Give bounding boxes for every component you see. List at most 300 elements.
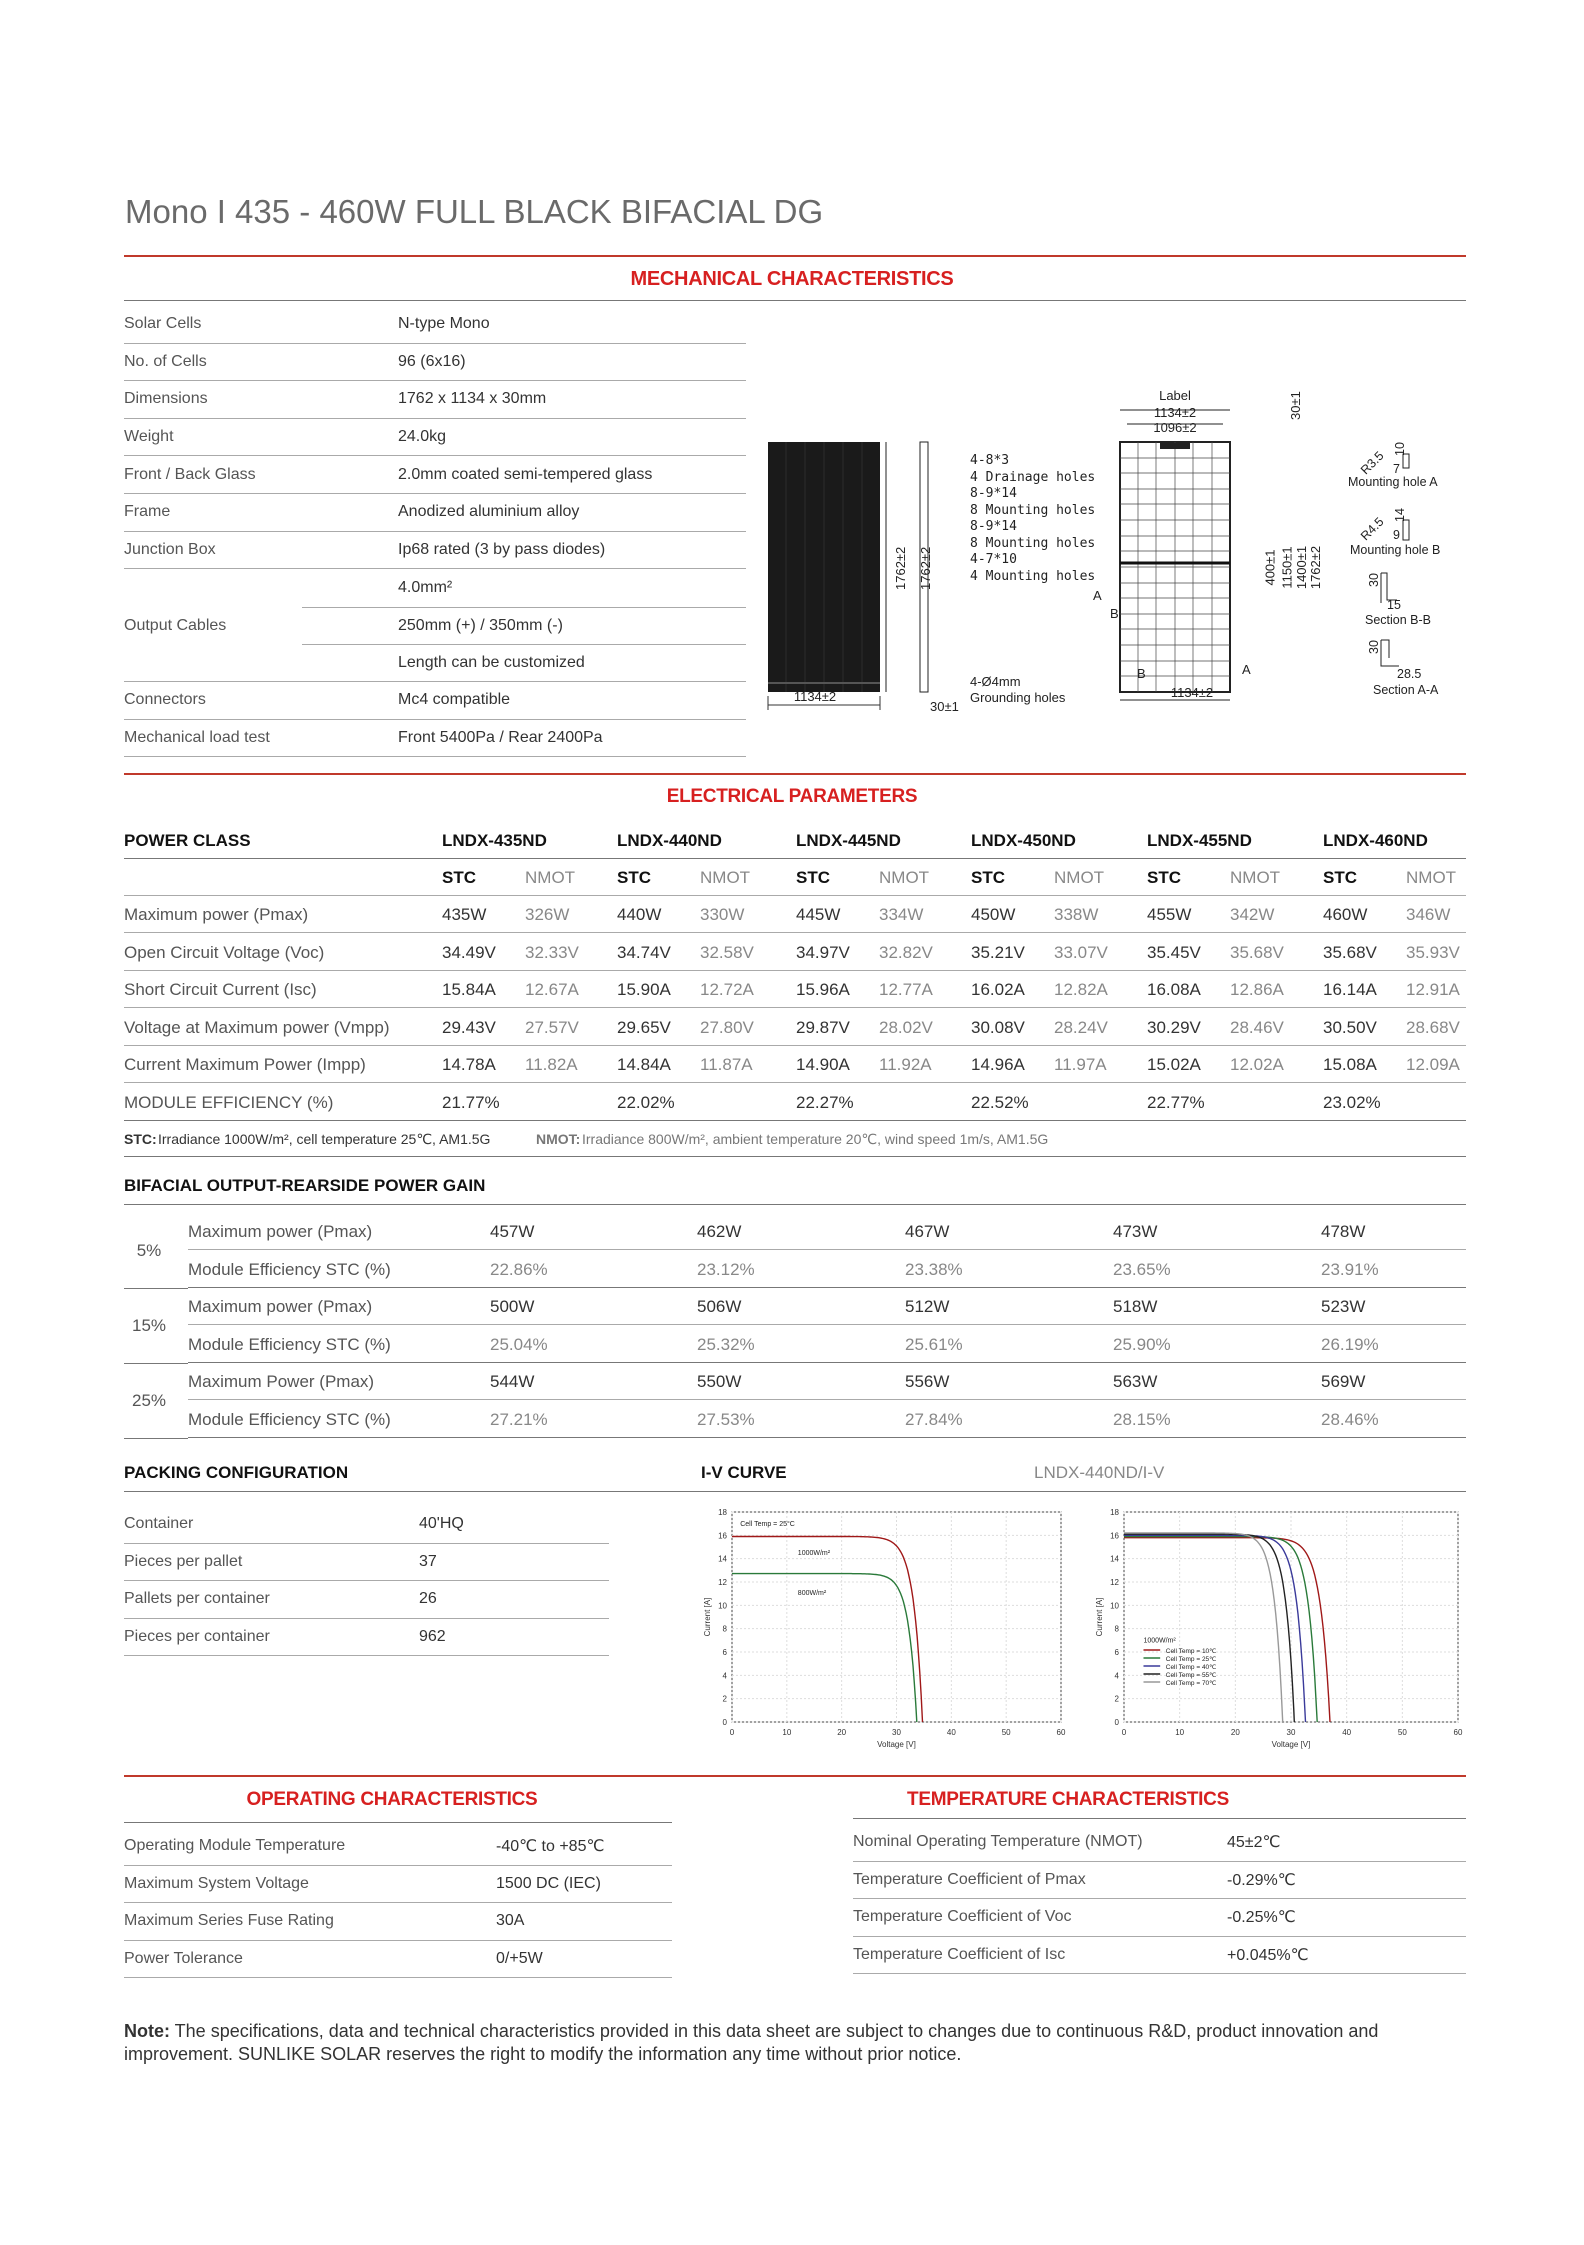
mech-label: Connectors	[124, 691, 206, 709]
x-tick-label: 0	[1121, 1728, 1127, 1737]
mech-row	[124, 306, 746, 344]
bifacial-row	[188, 1288, 1466, 1325]
title-divider	[124, 255, 1466, 257]
nmot-value: 346W	[1406, 905, 1451, 924]
note-5: 8 Mounting holes	[970, 535, 1096, 551]
stc-label: STC	[617, 868, 651, 887]
mech-label: No. of Cells	[124, 352, 207, 370]
note-3: 8 Mounting holes	[970, 502, 1096, 518]
stc-value: 34.49V	[442, 942, 496, 962]
bifacial-efficiency: 23.65%	[1113, 1259, 1171, 1279]
bifacial-efficiency: 22.86%	[490, 1259, 548, 1279]
d285: 28.5	[1397, 667, 1422, 681]
group-divider	[124, 1363, 188, 1364]
bifacial-divider	[124, 1204, 1466, 1205]
operating-value: 0/+5W	[496, 1949, 543, 1967]
y-tick-label: 10	[1110, 1601, 1119, 1611]
nmot-value: 28.68V	[1406, 1017, 1460, 1037]
legend-entry: Cell Temp = 55℃	[1165, 1672, 1217, 1679]
nmot-value: 32.33V	[525, 942, 579, 962]
nmot-value: 12.67A	[525, 980, 579, 999]
nmot-value: 334W	[879, 905, 924, 924]
temperature-label: Nominal Operating Temperature (NMOT)	[853, 1833, 1143, 1851]
nmot-value: 12.77A	[879, 980, 933, 999]
temperature-value: -0.25%℃	[1227, 1909, 1296, 1927]
stc-nmot-row	[124, 859, 1466, 896]
svg-text:1762±2: 1762±2	[918, 546, 933, 590]
stc-value: 30.08V	[971, 1017, 1025, 1037]
stc-value: 34.74V	[617, 942, 671, 962]
operating-row	[124, 1941, 672, 1979]
nmot-value: 342W	[1230, 905, 1275, 924]
annotation-800: 800W/m²	[797, 1589, 827, 1597]
packing-value: 26	[419, 1590, 437, 1608]
mech-value: 2.0mm coated semi-tempered glass	[398, 465, 653, 483]
stc-value: 35.68V	[1323, 942, 1377, 962]
iv-subtitle: LNDX-440ND/I-V	[1034, 1463, 1165, 1482]
x-tick-label: 10	[1175, 1728, 1185, 1737]
mech-row	[124, 682, 746, 720]
x-tick-label: 40	[946, 1728, 956, 1737]
mech-value: N-type Mono	[398, 315, 490, 333]
gain-percent: 5%	[136, 1241, 162, 1260]
bifacial-efficiency: 26.19%	[1321, 1334, 1379, 1354]
x-tick-label: 60	[1453, 1728, 1463, 1737]
note-6: 4-7*10	[970, 552, 1017, 567]
nmot-value: 33.07V	[1054, 942, 1108, 962]
output-cable-value: 250mm (+) / 350mm (-)	[398, 616, 563, 634]
operating-label: Maximum System Voltage	[124, 1874, 309, 1892]
stc-value: 14.96A	[971, 1055, 1025, 1074]
r35: R3.5	[1357, 448, 1387, 478]
power-class-label: POWER CLASS	[124, 831, 251, 850]
nmot-value: 12.72A	[700, 980, 754, 999]
hole-details	[1345, 440, 1465, 700]
temperature-label: Temperature Coefficient of Pmax	[853, 1870, 1086, 1888]
test-conditions	[124, 1121, 1466, 1157]
note-0: 4-8*3	[970, 453, 1010, 468]
bifacial-label: Module Efficiency STC (%)	[188, 1334, 391, 1354]
packing-label: Pieces per pallet	[124, 1552, 243, 1570]
iv-chart-temperature	[1080, 1500, 1470, 1775]
mech-label: Front / Back Glass	[124, 465, 256, 483]
bifacial-power: 506W	[697, 1297, 742, 1316]
mech-value: Ip68 rated (3 by pass diodes)	[398, 540, 606, 558]
stc-value: 460W	[1323, 905, 1368, 924]
nmot-value: 12.91A	[1406, 980, 1460, 999]
y-tick-label: 6	[1114, 1648, 1119, 1657]
nmot-value: 28.46V	[1230, 1017, 1284, 1037]
x-tick-label: 0	[729, 1728, 735, 1737]
y-tick-label: 10	[718, 1601, 727, 1611]
x-tick-label: 30	[892, 1728, 901, 1737]
y-tick-label: 6	[722, 1648, 727, 1657]
operating-value: 30A	[496, 1912, 525, 1930]
d15: 15	[1387, 598, 1401, 612]
operating-row	[124, 1828, 672, 1866]
x-axis-label: Voltage [V]	[1271, 1740, 1311, 1749]
note-text-1: The specifications, data and technical characteristics provided in this data sheet are subject to changes due to continuous R&D, product innovation and improvement.	[124, 2021, 1379, 2064]
mech-value: Anodized aluminium alloy	[398, 503, 580, 521]
mech-label: Dimensions	[124, 390, 208, 408]
bifacial-row	[188, 1401, 1466, 1438]
nmot-value: 12.09A	[1406, 1055, 1460, 1074]
electrical-heading: ELECTRICAL PARAMETERS	[666, 786, 918, 807]
y-tick-label: 8	[1114, 1624, 1119, 1634]
iv-chart-irradiance	[688, 1500, 1073, 1775]
stc-value: 29.43V	[442, 1017, 496, 1037]
page-title: Mono I 435 - 460W FULL BLACK BIFACIAL DG	[125, 193, 824, 230]
packing-value: 37	[419, 1552, 437, 1570]
mech-row	[124, 456, 746, 494]
mech-label: Junction Box	[124, 540, 216, 558]
mech-value: Front 5400Pa / Rear 2400Pa	[398, 728, 603, 746]
dim-400: 400±1	[1262, 549, 1278, 586]
stc-value: 14.84A	[617, 1055, 671, 1074]
x-tick-label: 60	[1056, 1728, 1066, 1737]
dim-1400: 1400±1	[1294, 545, 1310, 590]
bifacial-label: Module Efficiency STC (%)	[188, 1409, 391, 1429]
bifacial-efficiency: 27.21%	[490, 1409, 548, 1429]
x-tick-label: 10	[782, 1728, 792, 1737]
temperature-value: +0.045%℃	[1227, 1946, 1309, 1964]
nmot-value: 12.86A	[1230, 980, 1284, 999]
packing-value: 40'HQ	[419, 1515, 464, 1533]
temperature-label: Temperature Coefficient of Voc	[853, 1908, 1072, 1926]
stc-value: 30.29V	[1147, 1017, 1201, 1037]
dim-1150: 1150±1	[1279, 546, 1295, 589]
packing-divider	[124, 1491, 1466, 1492]
bifacial-power: 523W	[1321, 1297, 1366, 1316]
temperature-divider	[853, 1818, 1466, 1819]
note-1: 4 Drainage holes	[970, 469, 1096, 485]
efficiency-label: MODULE EFFICIENCY (%)	[124, 1092, 334, 1112]
electrical-row	[124, 934, 1466, 971]
y-tick-label: 12	[1110, 1578, 1119, 1587]
bifacial-label: Module Efficiency STC (%)	[188, 1259, 391, 1279]
temperature-value: -0.29%℃	[1227, 1871, 1296, 1889]
iv-heading: I-V CURVE	[701, 1463, 787, 1482]
stc-value: 30.50V	[1323, 1017, 1377, 1037]
ground-line-2: Grounding holes	[970, 690, 1066, 705]
nmot-value: 11.92A	[879, 1055, 932, 1074]
y-tick-label: 8	[722, 1624, 727, 1634]
nmot-value: 32.58V	[700, 942, 754, 962]
group-divider	[124, 1288, 188, 1289]
packing-row	[124, 1506, 609, 1544]
bifacial-power: 462W	[697, 1222, 742, 1241]
bifacial-power: 550W	[697, 1372, 742, 1391]
mech-value: 24.0kg	[398, 428, 447, 446]
bifacial-efficiency: 23.91%	[1321, 1259, 1379, 1279]
stc-value: 455W	[1147, 905, 1192, 924]
nmot-value: 330W	[700, 905, 745, 924]
d7: 7	[1393, 462, 1400, 476]
note-2: 8-9*14	[970, 486, 1017, 501]
note-brand: SUNLIKE SOLAR	[238, 2044, 382, 2064]
nmot-value: 35.93V	[1406, 942, 1460, 962]
bifacial-power: 563W	[1113, 1372, 1158, 1391]
bifacial-power: 467W	[905, 1222, 950, 1241]
d14: 14	[1392, 508, 1407, 522]
param-label: Current Maximum Power (Impp)	[124, 1055, 366, 1074]
stc-value: 16.14A	[1323, 980, 1377, 999]
temperature-label: Temperature Coefficient of Isc	[853, 1945, 1066, 1963]
front-view	[768, 442, 880, 710]
y-tick-label: 2	[722, 1694, 727, 1704]
nmot-value: 27.80V	[700, 1017, 754, 1037]
nmot-value: 28.02V	[879, 1017, 933, 1037]
mech-value: 1762 x 1134 x 30mm	[398, 390, 547, 408]
y-tick-label: 16	[718, 1531, 727, 1541]
packing-label: Pieces per container	[124, 1627, 270, 1645]
group-divider	[124, 1438, 188, 1439]
output-cables	[124, 569, 746, 682]
sub-divider	[302, 607, 746, 608]
ground-line-1: 4-Ø4mm	[970, 674, 1021, 689]
operating-value: 1500 DC (IEC)	[496, 1874, 601, 1892]
stc-value: 34.97V	[796, 942, 850, 962]
stc-value: 14.78A	[442, 1055, 496, 1074]
stc-value: 29.65V	[617, 1017, 671, 1037]
drawing-notes	[970, 453, 1095, 585]
nmot-label: NMOT	[700, 868, 751, 887]
bifacial-efficiency: 27.53%	[697, 1409, 755, 1429]
stc-value: 15.90A	[617, 980, 671, 999]
bifacial-row	[188, 1213, 1466, 1250]
operating-divider	[124, 1822, 672, 1823]
stc-value: 16.02A	[971, 980, 1025, 999]
stc-note-label: STC:	[124, 1131, 157, 1147]
stc-value: 15.84A	[442, 980, 496, 999]
dim-1762: 1762±2	[1308, 545, 1324, 590]
note-4: 8-9*14	[970, 519, 1017, 534]
power-class-row	[124, 822, 1466, 859]
stc-value: 445W	[796, 905, 841, 924]
efficiency-value: 23.02%	[1323, 1092, 1381, 1112]
note-text-2: reserves the right to modify the information any time without prior notice.	[381, 2044, 962, 2064]
nmot-label: NMOT	[1054, 868, 1105, 887]
annotation-cell-temp: Cell Temp = 25°C	[740, 1521, 795, 1528]
gain-percent: 25%	[131, 1391, 167, 1410]
mech-label: Weight	[124, 428, 174, 446]
disclaimer-note	[124, 2020, 1464, 2066]
legend-entry: Cell Temp = 25℃	[1165, 1656, 1217, 1663]
stc-value: 440W	[617, 905, 662, 924]
mech-value: Mc4 compatible	[398, 691, 511, 709]
bifacial-power: 478W	[1321, 1222, 1366, 1241]
mech-row	[124, 344, 746, 382]
efficiency-value: 22.02%	[617, 1092, 675, 1112]
x-tick-label: 30	[1286, 1728, 1296, 1737]
output-cable-value: Length can be customized	[398, 654, 585, 672]
mech-row	[124, 720, 746, 758]
bifacial-power: 473W	[1113, 1222, 1158, 1241]
efficiency-value: 22.27%	[796, 1092, 854, 1112]
param-label: Open Circuit Voltage (Voc)	[124, 942, 325, 962]
y-tick-label: 14	[1110, 1554, 1119, 1564]
side-view	[886, 442, 959, 714]
packing-label: Container	[124, 1515, 194, 1533]
electrical-top-line	[124, 773, 1466, 775]
bifacial-label: Maximum Power (Pmax)	[188, 1372, 375, 1391]
packing-row	[124, 1544, 609, 1582]
bifacial-label: Maximum power (Pmax)	[188, 1297, 373, 1316]
param-label: Short Circuit Current (Isc)	[124, 980, 317, 999]
output-cables-label: Output Cables	[124, 616, 227, 634]
svg-text:Label: Label	[1159, 388, 1191, 403]
nmot-value: 11.82A	[525, 1055, 578, 1074]
d30a: 30	[1366, 573, 1381, 587]
bifacial-power: 500W	[490, 1297, 535, 1316]
x-axis-label: Voltage [V]	[877, 1740, 916, 1749]
efficiency-value: 22.77%	[1147, 1092, 1205, 1112]
nmot-label: NMOT	[1406, 868, 1457, 887]
model-name: LNDX-450ND	[971, 831, 1076, 850]
note-7: 4 Mounting holes	[970, 568, 1096, 584]
svg-text:1762±2: 1762±2	[893, 546, 908, 590]
model-name: LNDX-440ND	[617, 831, 722, 850]
mech-label: Frame	[124, 503, 171, 521]
bifacial-power: 457W	[490, 1222, 535, 1241]
param-label: Maximum power (Pmax)	[124, 905, 309, 924]
legend-entry: Cell Temp = 40℃	[1165, 1664, 1217, 1671]
nmot-value: 338W	[1054, 905, 1099, 924]
y-tick-label: 18	[1110, 1508, 1119, 1517]
bifacial-power: 544W	[490, 1372, 535, 1391]
packing-heading: PACKING CONFIGURATION	[124, 1463, 349, 1482]
stc-value: 15.02A	[1147, 1055, 1201, 1074]
stc-value: 450W	[971, 905, 1016, 924]
nmot-value: 11.97A	[1054, 1055, 1107, 1074]
mech-row	[124, 419, 746, 457]
stc-value: 16.08A	[1147, 980, 1201, 999]
nmot-value: 11.87A	[700, 1055, 753, 1074]
gain-percent: 15%	[131, 1316, 167, 1335]
x-tick-label: 40	[1342, 1728, 1352, 1737]
svg-text:30±1: 30±1	[930, 699, 959, 714]
sub-divider	[302, 644, 746, 645]
packing-value: 962	[419, 1627, 446, 1645]
hole-profiles	[1375, 440, 1435, 680]
electrical-row	[124, 1009, 1466, 1046]
nmot-note-label: NMOT:	[536, 1131, 581, 1147]
y-axis-label: Current [A]	[1095, 1597, 1104, 1637]
mech-row	[124, 532, 746, 570]
stc-value: 15.08A	[1323, 1055, 1377, 1074]
operating-value: -40℃ to +85℃	[496, 1838, 605, 1856]
model-name: LNDX-435ND	[442, 831, 547, 850]
y-tick-label: 16	[1110, 1531, 1119, 1541]
svg-text:30±1: 30±1	[1288, 391, 1303, 420]
note-label: Note:	[124, 2021, 170, 2041]
mech-row	[124, 494, 746, 532]
x-tick-label: 50	[1397, 1728, 1407, 1737]
bifacial-efficiency: 25.61%	[905, 1334, 963, 1354]
efficiency-value: 22.52%	[971, 1092, 1029, 1112]
stc-label: STC	[971, 868, 1005, 887]
svg-text:1134±2: 1134±2	[1153, 405, 1197, 420]
mark-bb: B	[1137, 666, 1146, 681]
mech-value: 96 (6x16)	[398, 352, 466, 370]
nmot-value: 12.02A	[1230, 1055, 1284, 1074]
bifacial-heading: BIFACIAL OUTPUT-REARSIDE POWER GAIN	[124, 1176, 486, 1195]
param-label: Voltage at Maximum power (Vmpp)	[124, 1017, 390, 1037]
nmot-value: 12.82A	[1054, 980, 1108, 999]
efficiency-row	[124, 1084, 1466, 1121]
grounding-note	[970, 674, 1065, 706]
legend-entry: Cell Temp = 10℃	[1165, 1648, 1217, 1655]
output-cable-value: 4.0mm²	[398, 579, 453, 597]
mechanical-heading: MECHANICAL CHARACTERISTICS	[630, 268, 954, 290]
stc-value: 435W	[442, 905, 487, 924]
operating-row	[124, 1903, 672, 1941]
y-tick-label: 14	[718, 1554, 727, 1564]
stc-value: 35.21V	[971, 942, 1025, 962]
stc-label: STC	[1147, 868, 1181, 887]
mech-row	[124, 381, 746, 419]
operating-label: Maximum Series Fuse Rating	[124, 1912, 334, 1930]
x-tick-label: 20	[1230, 1728, 1240, 1737]
model-name: LNDX-455ND	[1147, 831, 1252, 850]
svg-text:1134±2: 1134±2	[793, 689, 837, 704]
temperature-row	[853, 1824, 1466, 1862]
bifacial-efficiency: 23.12%	[697, 1259, 755, 1279]
electrical-row	[124, 1046, 1466, 1083]
stc-value: 35.45V	[1147, 942, 1201, 962]
stc-label: STC	[1323, 868, 1357, 887]
packing-row	[124, 1581, 609, 1619]
bifacial-efficiency: 25.90%	[1113, 1334, 1171, 1354]
stc-value: 29.87V	[796, 1017, 850, 1037]
operating-row	[124, 1866, 672, 1904]
operating-heading: OPERATING CHARACTERISTICS	[246, 1789, 538, 1810]
stc-note: Irradiance 1000W/m², cell temperature 25℃, AM1.5G	[158, 1131, 491, 1147]
annotation-1000: 1000W/m²	[797, 1550, 831, 1558]
svg-text:1134±2: 1134±2	[1170, 685, 1214, 700]
x-tick-label: 20	[837, 1728, 847, 1737]
electrical-row	[124, 896, 1466, 933]
packing-row	[124, 1619, 609, 1657]
electrical-row	[124, 971, 1466, 1008]
bifacial-efficiency: 25.04%	[490, 1334, 548, 1354]
mark-aa: A	[1242, 662, 1251, 677]
bifacial-efficiency: 27.84%	[905, 1409, 963, 1429]
nmot-value: 28.24V	[1054, 1017, 1108, 1037]
y-tick-label: 0	[1114, 1718, 1119, 1727]
packing-label: Pallets per container	[124, 1590, 270, 1608]
bifacial-power: 556W	[905, 1372, 950, 1391]
operating-label: Operating Module Temperature	[124, 1837, 346, 1855]
temperature-row	[853, 1937, 1466, 1975]
d30b: 30	[1366, 640, 1381, 654]
temperature-heading: TEMPERATURE CHARACTERISTICS	[907, 1789, 1229, 1810]
y-tick-label: 12	[718, 1578, 727, 1587]
mark-a: A	[1093, 588, 1102, 603]
legend-title: 1000W/m²	[1143, 1637, 1176, 1645]
nmot-value: 326W	[525, 905, 570, 924]
stc-label: STC	[796, 868, 830, 887]
y-axis-label: Current [A]	[703, 1597, 712, 1637]
svg-text:B: B	[1110, 606, 1119, 621]
nmot-label: NMOT	[1230, 868, 1281, 887]
bifacial-efficiency: 23.38%	[905, 1259, 963, 1279]
mounting-hole-a: Mounting hole A	[1348, 475, 1438, 489]
nmot-value: 32.82V	[879, 942, 933, 962]
mounting-hole-b: Mounting hole B	[1350, 543, 1441, 557]
temperature-row	[853, 1862, 1466, 1900]
bifacial-row	[188, 1326, 1466, 1363]
